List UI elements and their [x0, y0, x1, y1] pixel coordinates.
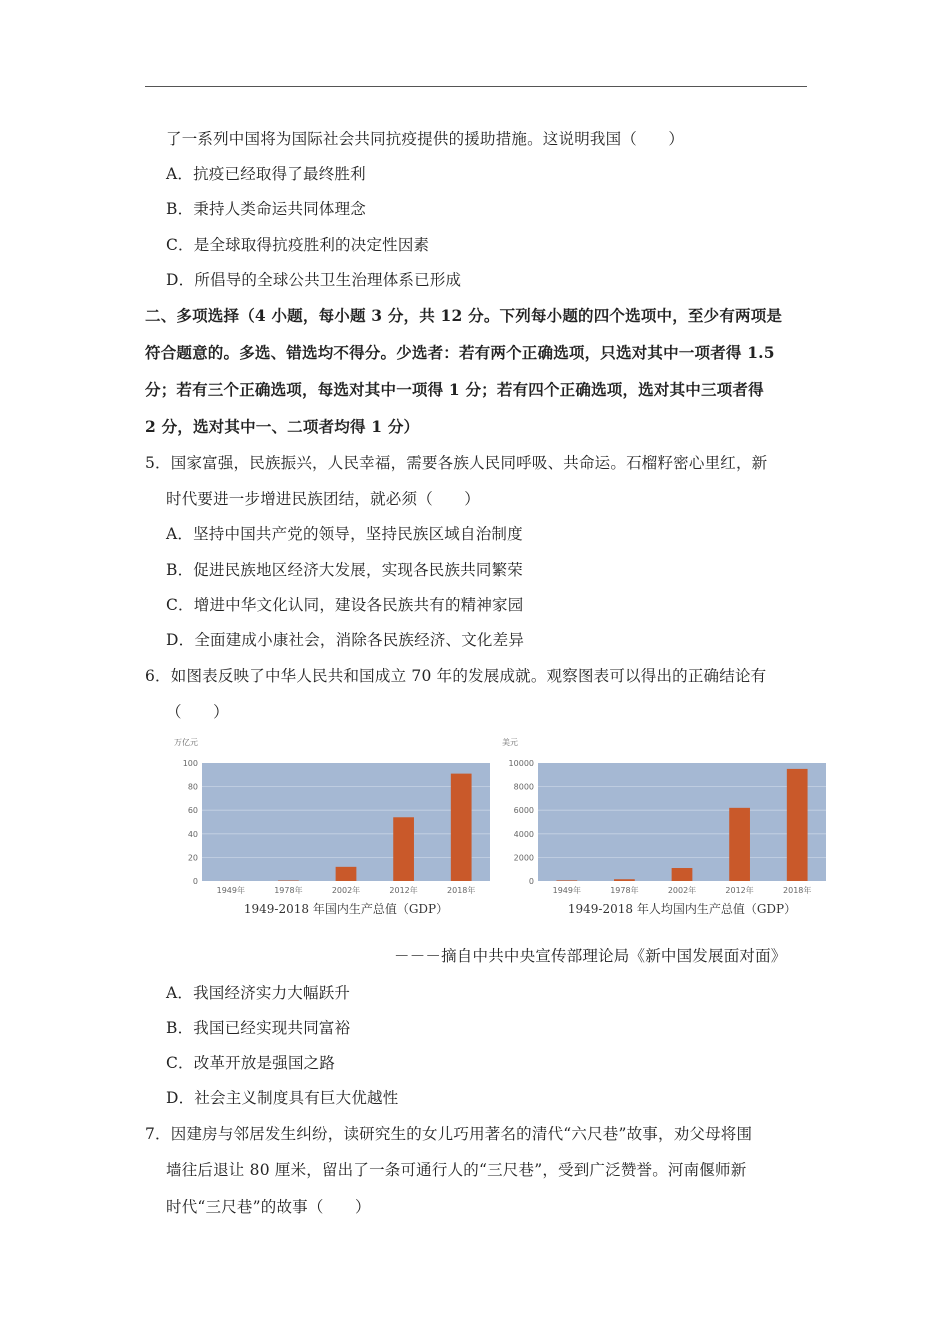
bar: [451, 774, 472, 881]
q4-option-d: D．所倡导的全球公共卫生治理体系已形成: [166, 271, 462, 289]
q5-stem: 5．国家富强，民族振兴，人民幸福，需要各族人民同呼吸、共命运。石榴籽密心里红，新: [145, 454, 768, 472]
x-tick-label: 1949年: [216, 886, 245, 895]
q6-option-c: C．改革开放是强国之路: [166, 1054, 336, 1072]
y-tick-label: 2000: [513, 853, 534, 863]
y-tick-label: 0: [192, 877, 198, 886]
q6-source-citation: －－－摘自中共中央宣传部理论局《新中国发展面对面》: [394, 947, 787, 965]
section-2-rules: 2 分，选对其中一、二项者均得 1 分）: [145, 417, 420, 436]
q5-option-b: B．促进民族地区经济大发展，实现各民族共同繁荣: [166, 561, 523, 579]
x-tick-label: 2002年: [667, 886, 697, 895]
x-tick-label: 2002年: [331, 886, 361, 895]
q5-option-a: A．坚持中国共产党的领导，坚持民族区域自治制度: [166, 525, 523, 543]
q4-option-b: B．秉持人类命运共同体理念: [166, 200, 366, 218]
x-tick-label: 2018年: [447, 886, 476, 895]
y-tick-label: 100: [182, 759, 198, 768]
gdp-per-capita-chart: [500, 735, 828, 920]
section-2-heading: 二、多项选择（4 小题，每小题 3 分，共 12 分。下列每小题的四个选项中，至少有两项是: [145, 306, 783, 325]
plot-area: [202, 763, 490, 881]
x-tick-label: 2012年: [725, 886, 754, 895]
x-tick-label: 1978年: [610, 886, 639, 895]
q5-option-c: C．增进中华文化认同，建设各民族共有的精神家园: [166, 596, 524, 614]
y-unit-label: 万亿元: [174, 738, 198, 747]
q6-stem: （ ）: [166, 703, 229, 721]
bar: [729, 808, 750, 881]
y-tick-label: 40: [187, 829, 198, 839]
y-tick-label: 20: [187, 853, 198, 863]
gdp-chart: [172, 735, 492, 920]
q7-stem: 7．因建房与邻居发生纠纷，读研究生的女儿巧用著名的清代“六尺巷”故事，劝父母将围: [145, 1125, 753, 1143]
bar: [787, 769, 808, 881]
header-rule: [145, 86, 807, 87]
q7-stem: 墙往后退让 80 厘米，留出了一条可通行人的“三尺巷”，受到广泛赞誉。河南偃师新: [166, 1161, 747, 1179]
y-tick-label: 4000: [513, 829, 534, 839]
bar: [672, 868, 693, 881]
q6-option-d: D．社会主义制度具有巨大优越性: [166, 1089, 399, 1107]
q5-option-d: D．全面建成小康社会，消除各民族经济、文化差异: [166, 631, 525, 649]
q6-option-a: A．我国经济实力大幅跃升: [166, 984, 351, 1002]
y-tick-label: 8000: [513, 782, 534, 792]
bar: [336, 867, 357, 881]
bar: [556, 880, 577, 881]
chart-title: 1949-2018 年人均国内生产总值（GDP）: [567, 902, 797, 916]
y-unit-label: 美元: [502, 738, 518, 747]
y-tick-label: 0: [528, 877, 534, 886]
x-tick-label: 1949年: [552, 886, 581, 895]
section-2-rules: 符合题意的。多选、错选均不得分。少选者：若有两个正确选项，只选对其中一项者得 1.5: [145, 343, 775, 362]
y-tick-label: 60: [187, 806, 198, 816]
x-tick-label: 2012年: [389, 886, 418, 895]
x-tick-label: 2018年: [783, 886, 812, 895]
plot-area: [538, 763, 826, 881]
chart-title: 1949-2018 年国内生产总值（GDP）: [243, 902, 449, 916]
y-tick-label: 80: [187, 782, 198, 792]
q4-stem-continuation: 了一系列中国将为国际社会共同抗疫提供的援助措施。这说明我国（ ）: [166, 130, 685, 148]
y-tick-label: 6000: [513, 806, 534, 816]
bar: [614, 879, 635, 881]
q4-option-a: A．抗疫已经取得了最终胜利: [166, 165, 366, 183]
q4-option-c: C．是全球取得抗疫胜利的决定性因素: [166, 236, 430, 254]
q7-stem: 时代“三尺巷”的故事（ ）: [166, 1198, 371, 1216]
q5-stem: 时代要进一步增进民族团结，就必须（ ）: [166, 490, 481, 508]
y-tick-label: 10000: [508, 759, 534, 768]
x-tick-label: 1978年: [274, 886, 303, 895]
q6-option-b: B．我国已经实现共同富裕: [166, 1019, 351, 1037]
q6-stem: 6．如图表反映了中华人民共和国成立 70 年的发展成就。观察图表可以得出的正确结论有: [145, 667, 767, 685]
section-2-rules: 分；若有三个正确选项，每选对其中一项得 1 分；若有四个正确选项，选对其中三项者得: [145, 380, 764, 399]
bar: [393, 817, 414, 881]
